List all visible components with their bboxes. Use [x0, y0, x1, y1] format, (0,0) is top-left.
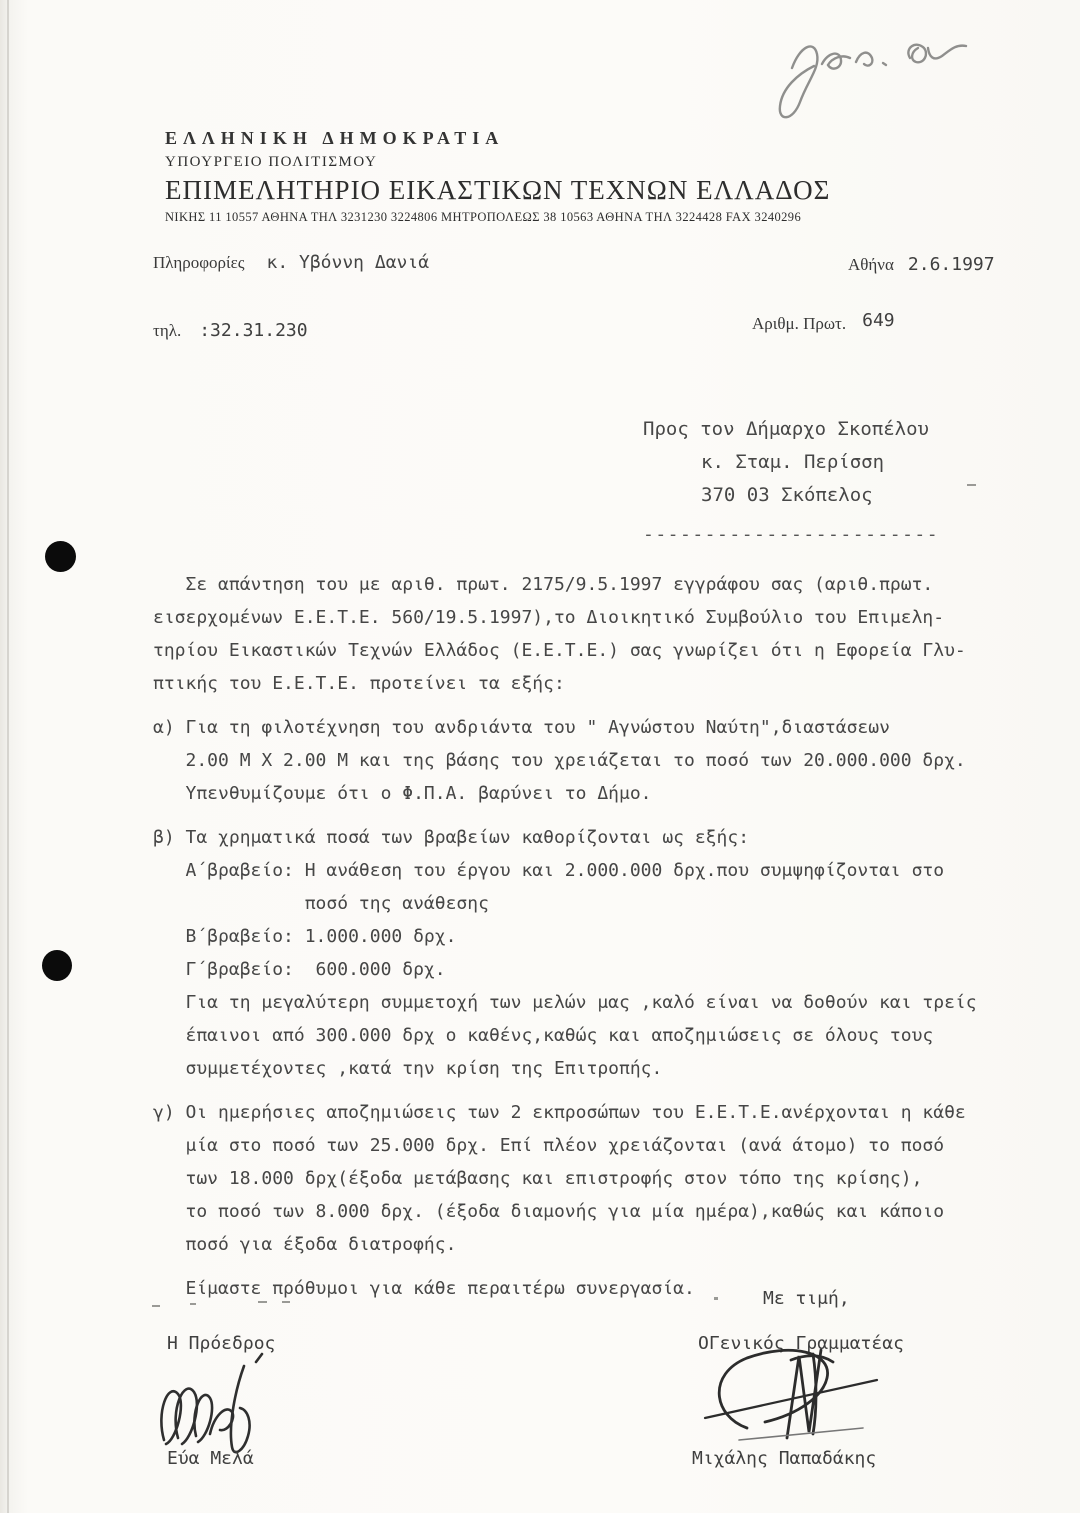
info-row — [153, 252, 429, 273]
scan-speck — [282, 1301, 290, 1303]
paragraph-intro — [153, 568, 977, 700]
body-line: β) Τα χρηματικά ποσά των βραβείων καθορίζονται ως εξής: — [153, 827, 750, 848]
letterhead-republic: ΕΛΛΗΝΙΚΗ ΔΗΜΟΚΡΑΤΙΑ — [165, 128, 505, 148]
scan-speck — [258, 1301, 267, 1303]
handwritten-note — [770, 18, 1050, 128]
body-line: το ποσό των 8.000 δρχ. (έξοδα διαμονής για μία ημέρα),καθώς και κάποιο — [153, 1201, 945, 1222]
hole-punch-mark-top — [45, 541, 76, 572]
protocol-row — [752, 310, 895, 334]
body-line: έπαινοι από 300.000 δρχ ο καθένς,καθώς και αποζημιώσεις σε όλους τους — [153, 1025, 934, 1046]
paragraph-closing — [153, 1272, 977, 1305]
president-title: Η Πρόεδρος — [167, 1333, 276, 1354]
tel-row — [153, 320, 308, 341]
body-line: Β΄βραβείο: 1.000.000 δρχ. — [153, 926, 457, 947]
recipient-line1: Προς τον Δήμαρχο Σκοπέλου — [643, 418, 929, 440]
city-label: Αθήνα — [848, 255, 894, 274]
info-label: Πληροφορίες — [153, 253, 245, 272]
scan-speck — [190, 1303, 196, 1305]
scan-speck — [152, 1305, 160, 1307]
body-line: Υπενθυμίζουμε ότι ο Φ.Π.Α. βαρύνει το Δήμο. — [153, 783, 652, 804]
recipient-line2: κ. Σταμ. Περίσση — [701, 451, 885, 473]
letter-body — [153, 568, 977, 1316]
body-line: ποσό της ανάθεσης — [153, 893, 489, 914]
body-line: συμμετέχοντες ,κατά την κρίση της Επιτροπής. — [153, 1058, 663, 1079]
body-line: πτικής του Ε.Ε.Τ.Ε. προτείνει τα εξής: — [153, 673, 565, 694]
paragraph-item-a — [153, 711, 977, 810]
body-line: α) Για τη φιλοτέχνηση του ανδριάντα του " Αγνώστου Ναύτη",διαστάσεων — [153, 717, 890, 738]
body-line: εισερχομένων Ε.Ε.Τ.Ε. 560/19.5.1997),το Διοικητικό Συμβούλιο του Επιμελη- — [153, 607, 945, 628]
body-line: γ) Οι ημερήσιες αποζημιώσεις των 2 εκπροσώπων του Ε.Ε.Τ.Ε.ανέρχονται η κάθε — [153, 1102, 966, 1123]
scan-speck — [967, 484, 976, 486]
salutation: Με τιμή, — [763, 1288, 850, 1309]
letterhead-ministry: ΥΠΟΥΡΓΕΙΟ ΠΟΛΙΤΙΣΜΟΥ — [165, 154, 378, 170]
date-row — [848, 254, 995, 275]
date-value: 2.6.1997 — [907, 254, 995, 275]
scan-speck — [714, 1297, 718, 1300]
secretary-title: ΟΓενικός Γραμματέας — [698, 1333, 904, 1354]
letterhead-chamber: ΕΠΙΜΕΛΗΤΗΡΙΟ ΕΙΚΑΣΤΙΚΩΝ ΤΕΧΝΩΝ ΕΛΛΑΔΟΣ — [165, 175, 831, 205]
tel-label: τηλ. — [153, 321, 182, 340]
body-line: ποσό για έξοδα διατροφής. — [153, 1234, 457, 1255]
body-line: Σε απάντηση του με αριθ. πρωτ. 2175/9.5.1997 εγγράφου σας (αριθ.πρωτ. — [153, 574, 934, 595]
info-value: κ. Υβόννη Δανιά — [266, 252, 430, 273]
body-line: τηρίου Εικαστικών Τεχνών Ελλάδος (Ε.Ε.Τ.Ε.) σας γνωρίζει ότι η Εφορεία Γλυ- — [153, 640, 966, 661]
body-line: 2.00 Μ Χ 2.00 Μ και της βάσης του χρειάζεται το ποσό των 20.000.000 δρχ. — [153, 750, 966, 771]
tel-value: :32.31.230 — [199, 320, 308, 341]
recipient-block — [643, 413, 939, 551]
letterhead — [165, 128, 830, 225]
secretary-signature — [695, 1340, 895, 1460]
closing-line: Είμαστε πρόθυμοι για κάθε περαιτέρω συνεργασία. — [153, 1278, 695, 1299]
president-name: Εύα Μελά — [167, 1448, 254, 1469]
body-line: Α΄βραβείο: Η ανάθεση του έργου και 2.000.000 δρχ.που συμψηφίζονται στο — [153, 860, 945, 881]
secretary-name: Μιχάλης Παπαδάκης — [692, 1448, 877, 1469]
paragraph-item-c — [153, 1096, 977, 1261]
body-line: μία στο ποσό των 25.000 δρχ. Επί πλέον χρειάζονται (ανά άτομο) το ποσό — [153, 1135, 945, 1156]
paragraph-item-b — [153, 821, 977, 1085]
protocol-number: 649 — [862, 310, 895, 331]
body-line: Γ΄βραβείο: 600.000 δρχ. — [153, 959, 446, 980]
recipient-divider: ------------------------ — [643, 524, 940, 545]
letterhead-address: ΝΙΚΗΣ 11 10557 ΑΘΗΝΑ ΤΗΛ 3231230 3224806 ΜΗΤΡΟΠΟΛΕΩΣ 38 10563 ΑΘΗΝΑ ΤΗΛ 3224428 FAX 3240296 — [165, 210, 802, 224]
scan-edge-line — [7, 0, 9, 1513]
president-signature — [152, 1352, 302, 1457]
body-line: Για τη μεγαλύτερη συμμετοχή των μελών μας ,καλό είναι να δοθούν και τρείς — [153, 992, 977, 1013]
body-line: των 18.000 δρχ(έξοδα μετάβασης και επιστροφής στον τόπο της κρίσης), — [153, 1168, 923, 1189]
hole-punch-mark-bottom — [42, 950, 72, 981]
recipient-line3: 370 03 Σκόπελος — [701, 484, 873, 506]
protocol-label: Αριθμ. Πρωτ. — [752, 314, 847, 333]
